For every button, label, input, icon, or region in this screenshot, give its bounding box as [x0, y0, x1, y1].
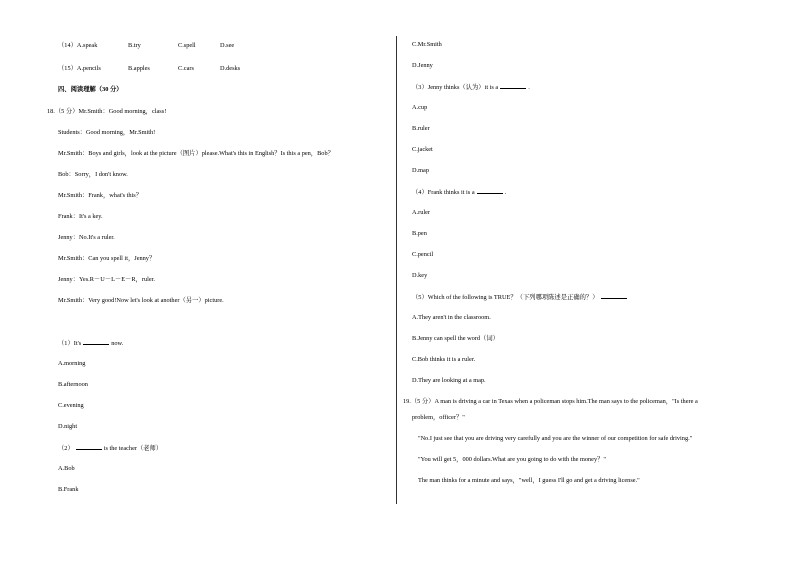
q3-option: C.jacket: [412, 146, 433, 153]
q4-option: B.pen: [412, 230, 427, 237]
q1-option: C.evening: [58, 402, 84, 409]
dialogue-line: Bob：Sorry，I don't know.: [58, 171, 128, 178]
q1-option: B.afternoon: [58, 381, 88, 388]
q2-option: B.Frank: [58, 486, 79, 493]
q15-option-b: B.apples: [128, 65, 150, 72]
question-1-suffix: now.: [111, 340, 124, 347]
q2-option: C.Mr.Smith: [412, 41, 442, 48]
q15-option-c: C.cars: [178, 65, 194, 72]
dialogue-line: Mr.Smith：Can you spell it，Jenny？: [58, 255, 156, 262]
dialogue-line: Jenny：Yes.R－U－L－E－R，ruler.: [58, 276, 155, 283]
question-1-prefix: （1）It's: [58, 340, 82, 347]
question-4: （4）Frank thinks it is a .: [412, 189, 507, 196]
q3-option: B.ruler: [412, 125, 430, 132]
q19-paragraph: "No.I just see that you are driving very carefully and you are the winner of our competition for safe driving.": [418, 435, 693, 442]
q14-option-b: B.try: [128, 42, 141, 49]
q2-option: D.Jenny: [412, 62, 433, 69]
q2-option: A.Bob: [58, 465, 75, 472]
question-5-text: （5）Which of the following is TRUE？（下列哪项陈述是正确的？）: [412, 294, 599, 301]
answer-blank: [76, 444, 102, 450]
q19-heading-cont: problem，officer？": [412, 414, 465, 421]
section-title: 四、阅读理解（30 分）: [58, 86, 123, 93]
q1-option: D.night: [58, 423, 78, 430]
question-2-suffix: is the teacher（老师）: [103, 445, 163, 452]
question-1: [58, 339, 123, 348]
q5-option: D.They are looking at a map.: [412, 377, 486, 384]
q4-option: A.ruler: [412, 209, 431, 216]
dialogue-line: Students：Good morning，Mr.Smith!: [58, 129, 156, 136]
q15-option-a: （15）A.pencils: [58, 65, 101, 72]
q18-heading: 18.（5 分）Mr.Smith：Good morning，class!: [47, 108, 167, 115]
dialogue-line: Mr.Smith：Very good!Now let's look at another（另一）picture.: [58, 297, 224, 304]
dialogue-line: Mr.Smith：Boys and girls，look at the picture（图片）please.What's this in English？Is this a pen，Bob？: [58, 150, 334, 157]
question-3-text: （3）Jenny thinks（认为）it is a: [412, 84, 499, 91]
dialogue-line: Frank：It's a key.: [58, 213, 103, 220]
q3-option: A.cup: [412, 104, 428, 111]
question-5: [412, 293, 629, 302]
answer-blank: [601, 293, 627, 299]
question-4-text: （4）Frank thinks it is a: [412, 189, 475, 196]
q14-option-c: C.spell: [178, 42, 196, 49]
q4-option: C.pencil: [412, 251, 434, 258]
q15-option-d: D.desks: [220, 65, 241, 72]
dialogue-line: Mr.Smith：Frank，what's this？: [58, 192, 143, 199]
dialogue-line: Jenny：No.It's a ruler.: [58, 234, 115, 241]
q14-option-a: （14）A.speak: [58, 42, 98, 49]
q1-option: A.morning: [58, 360, 86, 367]
question-2: [58, 444, 162, 453]
q3-option: D.map: [412, 167, 429, 174]
q19-heading: 19.（5 分）A man is driving a car in Texas when a policeman stops him.The man says to the policeman，"Is there a: [403, 398, 698, 405]
q5-option: B.Jenny can spell the word（词）: [412, 335, 499, 342]
q19-paragraph: The man thinks for a minute and says，"well，I guess I'll go and get a driving license.": [418, 477, 640, 484]
column-divider: [396, 36, 397, 504]
answer-blank: [83, 339, 109, 345]
answer-blank: [477, 188, 503, 194]
answer-blank: [500, 83, 526, 89]
q14-option-d: D.see: [220, 42, 235, 49]
question-2-prefix: （2）: [58, 445, 74, 452]
question-3: （3）Jenny thinks（认为）it is a .: [412, 84, 530, 91]
q5-option: A.They aren't in the classroom.: [412, 314, 491, 321]
q4-option: D.key: [412, 272, 428, 279]
q5-option: C.Bob thinks it is a ruler.: [412, 356, 476, 363]
q19-paragraph: "You will get 5，000 dollars.What are you going to do with the money？": [418, 456, 606, 463]
